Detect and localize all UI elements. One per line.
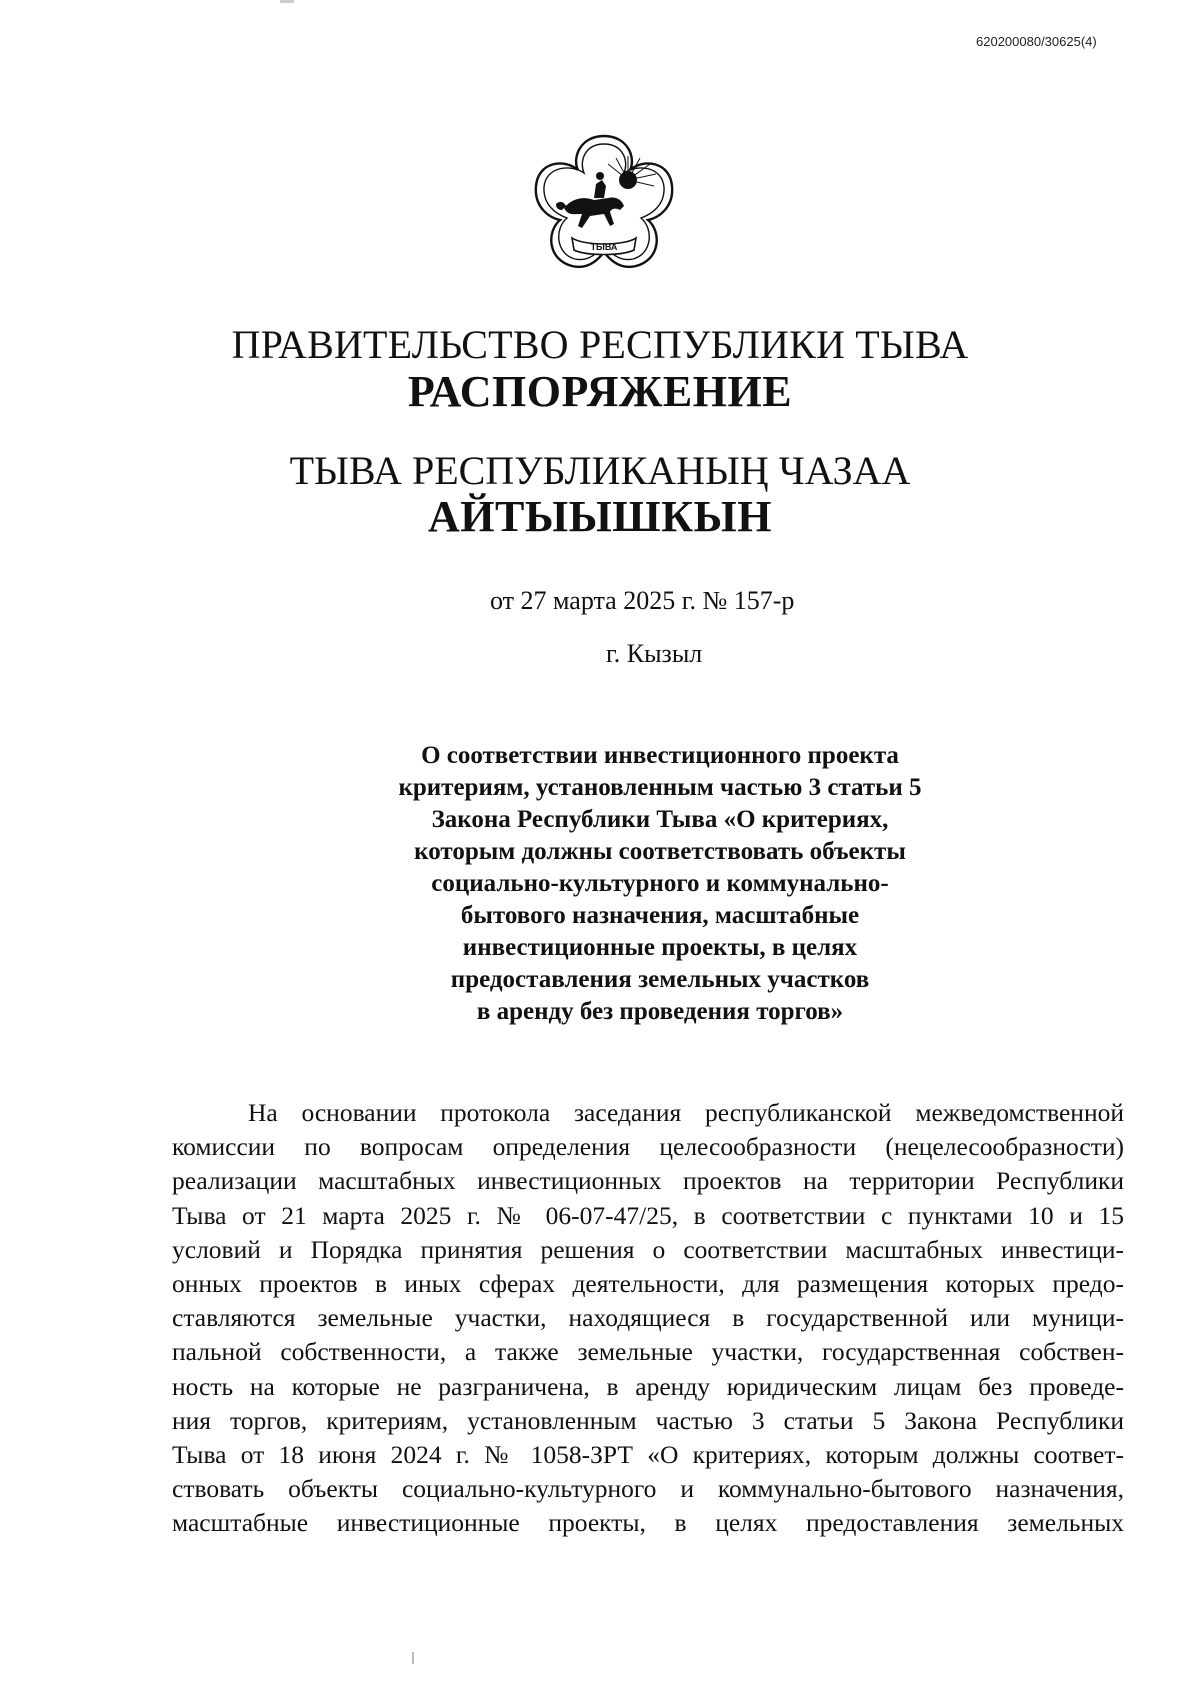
scan-artifact — [412, 1652, 414, 1664]
body-line: условий и Порядка принятия решения о соответствии масштабных инвестици- — [172, 1234, 1124, 1264]
body-line: ность на которые не разграничена, в аренду юридическим лицам без проведе- — [172, 1371, 1124, 1401]
body-line: ствовать объекты социально-культурного и коммунально-бытового назначения, — [172, 1474, 1124, 1504]
body-line: пальной собственности, а также земельные участки, государственная собствен- — [172, 1337, 1124, 1367]
body-line: комиссии по вопросам определения целесообразности (нецелесообразности) — [172, 1132, 1124, 1162]
body-line: Тыва от 21 марта 2025 г. № 06-07-47/25, в соответствии с пунктами 10 и 15 — [172, 1200, 1124, 1230]
document-date: от 27 марта 2025 г. № 157-р — [490, 586, 795, 615]
document-type-tyvan: АЙТЫЫШКЫН — [428, 492, 772, 541]
title-line: социально-культурного и коммунально- — [431, 870, 889, 897]
title-line: критериям, установленным частью 3 статьи 5 — [398, 774, 922, 801]
title-line: которым должны соответствовать объекты — [414, 838, 906, 865]
emblem-ribbon-label: ТЫВА — [590, 242, 618, 252]
document-number: 620200080/30625(4) — [976, 34, 1097, 49]
body-line: реализации масштабных инвестиционных проектов на территории Республики — [172, 1166, 1124, 1196]
title-line: инвестиционные проекты, в целях — [462, 934, 858, 961]
government-name-tyvan: ТЫВА РЕСПУБЛИКАНЫҢ ЧАЗАА — [289, 448, 911, 493]
body-line: онных проектов в иных сферах деятельности, для размещения которых предо- — [172, 1269, 1124, 1299]
title-line: бытового назначения, масштабные — [460, 902, 860, 929]
body-line: масштабные инвестиционные проекты, в целях предоставления земельных — [172, 1508, 1124, 1538]
document-type: РАСПОРЯЖЕНИЕ — [407, 367, 793, 416]
body-line: Тыва от 18 июня 2024 г. № 1058-ЗРТ «О критериях, которым должны соответ- — [172, 1440, 1124, 1470]
scan-artifact — [280, 0, 294, 3]
document-title — [330, 740, 990, 1028]
document-body — [172, 1096, 1124, 1541]
title-line: Закона Республики Тыва «О критериях, — [431, 806, 889, 833]
title-line: О соответствии инвестиционного проекта — [421, 742, 899, 769]
document-city: г. Кызыл — [606, 639, 703, 668]
government-name: ПРАВИТЕЛЬСТВО РЕСПУБЛИКИ ТЫВА — [231, 322, 969, 367]
title-line: в аренду без проведения торгов» — [476, 998, 844, 1025]
title-line: предоставления земельных участков — [450, 966, 870, 993]
tyva-emblem-icon — [524, 128, 684, 288]
body-line: На основании протокола заседания республиканской межведомственной — [248, 1098, 1124, 1127]
body-line: ставляются земельные участки, находящиеся в государственной или муници- — [172, 1303, 1124, 1333]
body-line: ния торгов, критериям, установленным частью 3 статьи 5 Закона Республики — [172, 1405, 1124, 1435]
